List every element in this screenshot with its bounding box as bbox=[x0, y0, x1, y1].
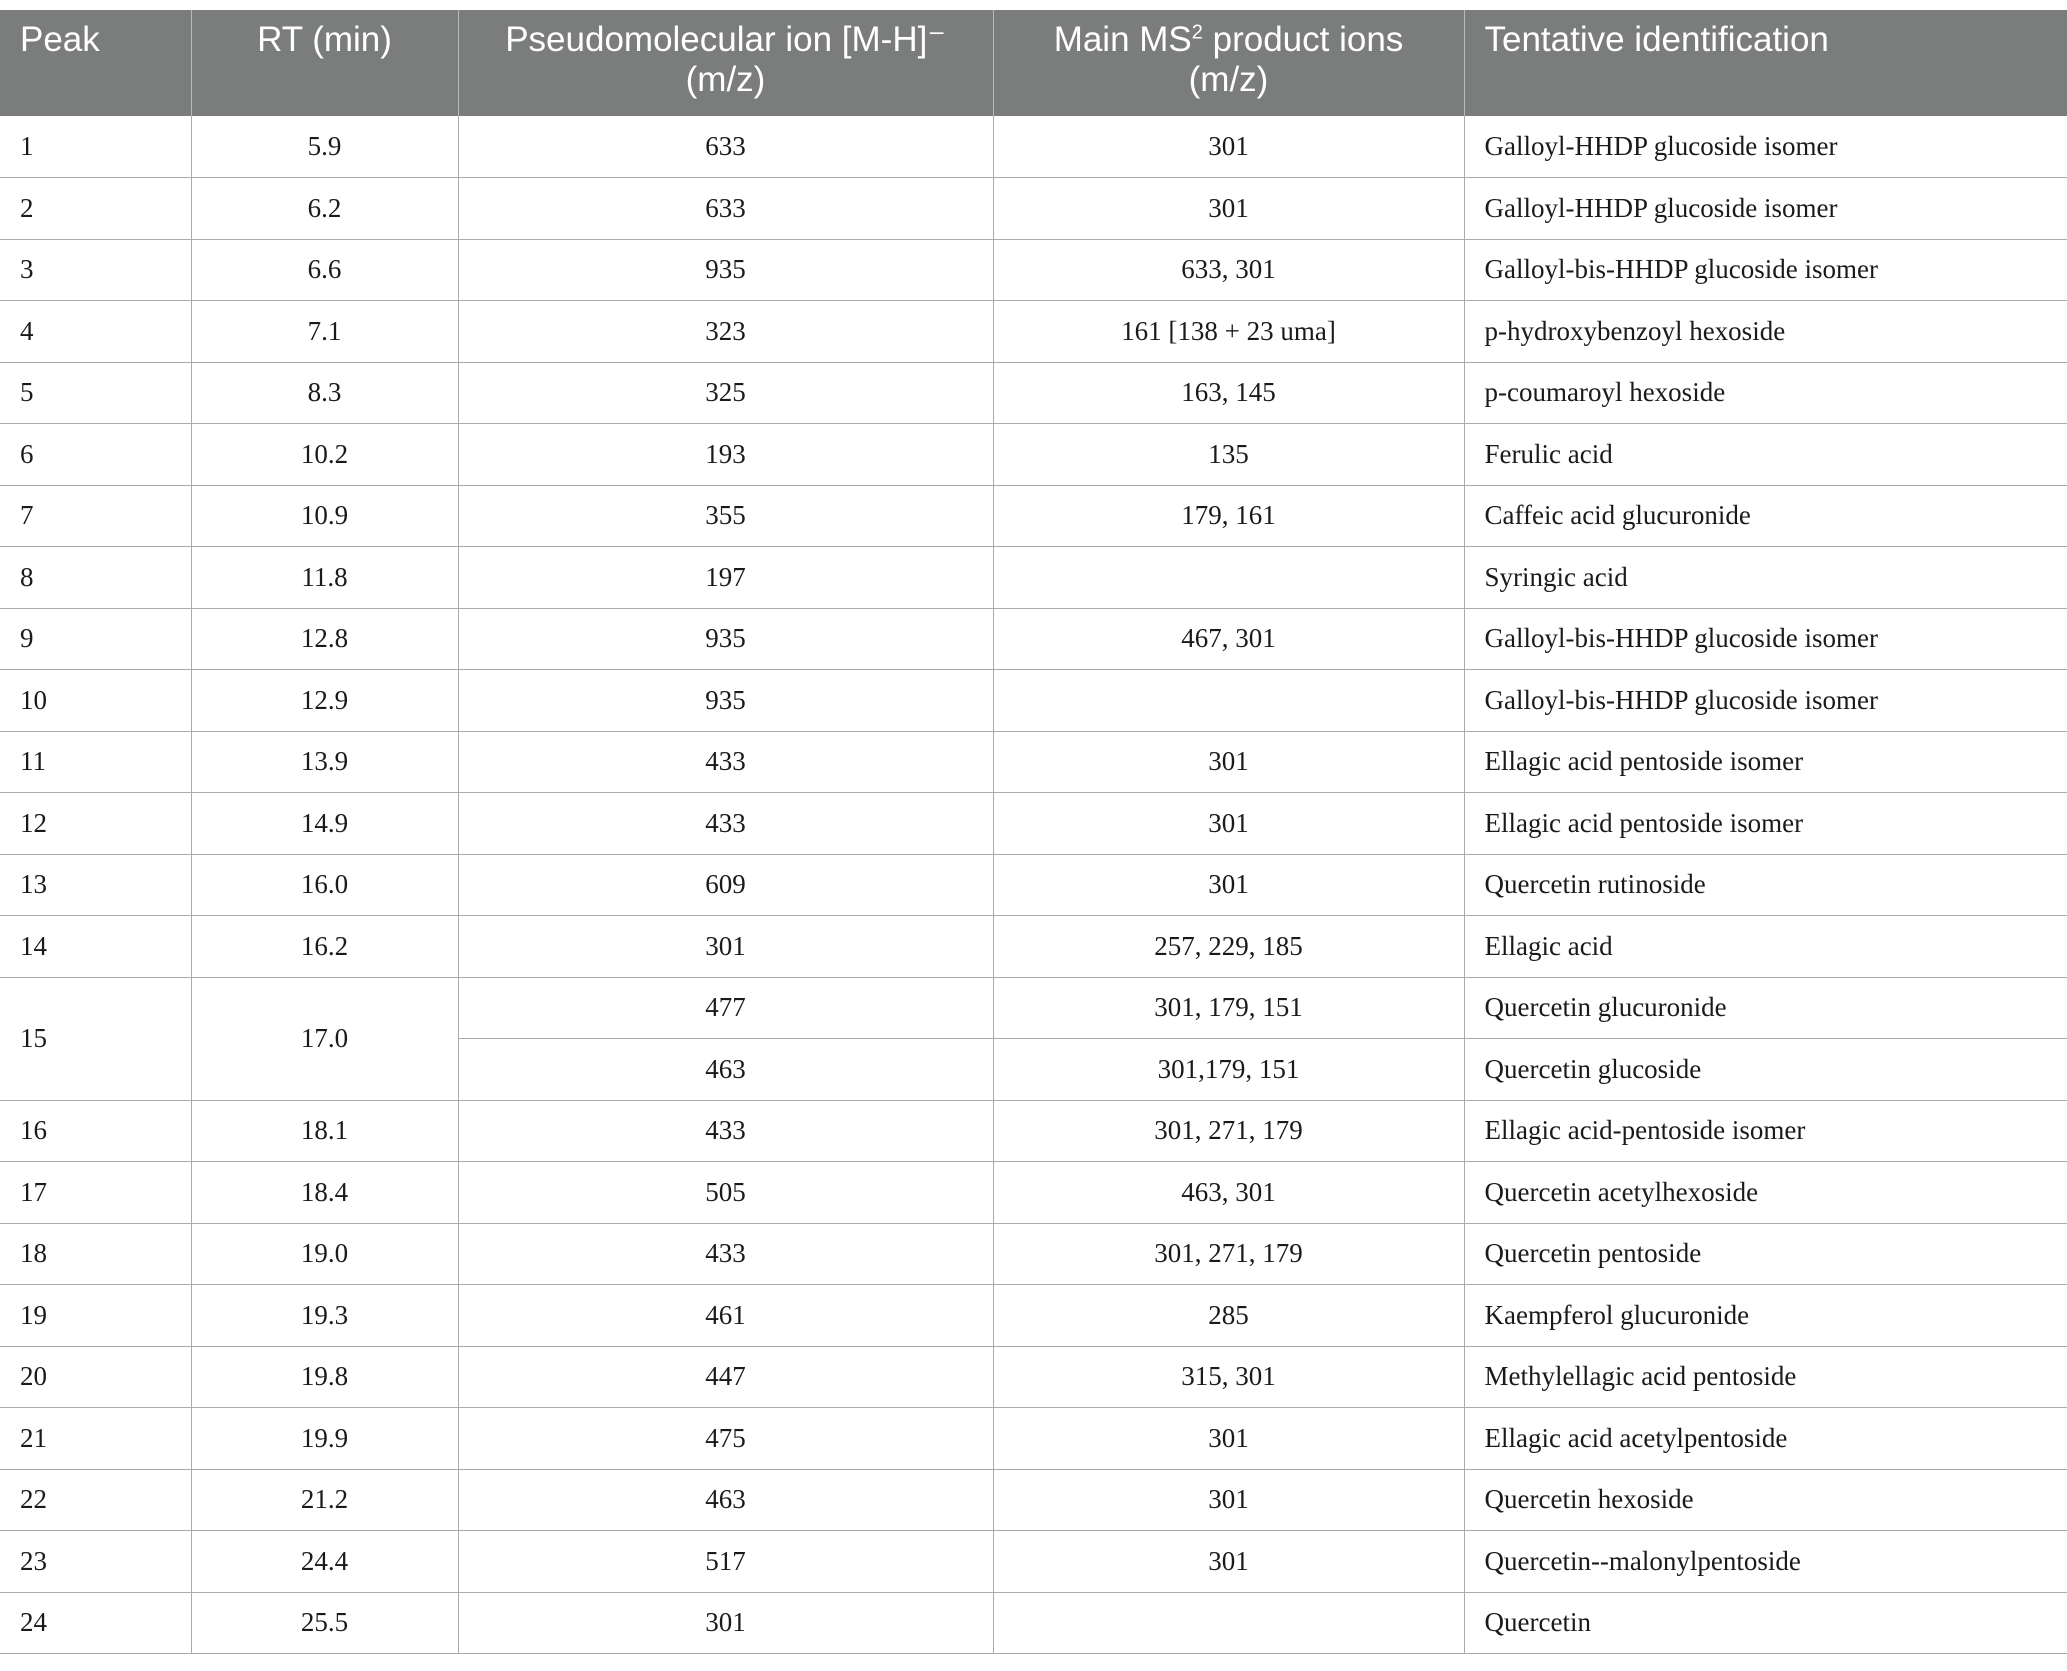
cell-ms2: 301 bbox=[993, 1408, 1464, 1470]
cell-ion: 323 bbox=[458, 301, 993, 363]
cell-identification: Quercetin hexoside bbox=[1464, 1469, 2067, 1531]
cell-rt: 19.0 bbox=[191, 1223, 458, 1285]
cell-ion: 355 bbox=[458, 485, 993, 547]
cell-rt: 6.2 bbox=[191, 178, 458, 240]
cell-ion: 633 bbox=[458, 116, 993, 178]
cell-ion: 463 bbox=[458, 1039, 993, 1101]
cell-ms2 bbox=[993, 547, 1464, 609]
header-ms2-rest: product ions bbox=[1202, 20, 1404, 59]
table-row bbox=[0, 301, 2067, 363]
cell-ms2 bbox=[993, 1592, 1464, 1654]
table-row bbox=[0, 485, 2067, 547]
cell-ion: 935 bbox=[458, 608, 993, 670]
cell-ms2: 301 bbox=[993, 854, 1464, 916]
cell-ms2: 315, 301 bbox=[993, 1346, 1464, 1408]
cell-ms2: 257, 229, 185 bbox=[993, 916, 1464, 978]
table-row bbox=[0, 547, 2067, 609]
header-pseudomolecular-ion bbox=[458, 10, 993, 116]
table-row bbox=[0, 1346, 2067, 1408]
table-row bbox=[0, 1531, 2067, 1593]
cell-ion: 517 bbox=[458, 1531, 993, 1593]
cell-rt: 7.1 bbox=[191, 301, 458, 363]
cell-ion: 935 bbox=[458, 670, 993, 732]
cell-rt: 18.4 bbox=[191, 1162, 458, 1224]
cell-ion: 475 bbox=[458, 1408, 993, 1470]
cell-ion: 197 bbox=[458, 547, 993, 609]
cell-rt: 16.0 bbox=[191, 854, 458, 916]
cell-ms2: 179, 161 bbox=[993, 485, 1464, 547]
cell-rt: 5.9 bbox=[191, 116, 458, 178]
cell-rt: 19.3 bbox=[191, 1285, 458, 1347]
header-row bbox=[0, 10, 2067, 116]
header-pseudo-line1: Pseudomolecular ion [M-H]⁻ bbox=[505, 20, 946, 59]
cell-peak: 13 bbox=[0, 854, 191, 916]
cell-ms2: 301, 271, 179 bbox=[993, 1100, 1464, 1162]
cell-rt: 12.9 bbox=[191, 670, 458, 732]
cell-ion: 463 bbox=[458, 1469, 993, 1531]
cell-identification: Caffeic acid glucuronide bbox=[1464, 485, 2067, 547]
cell-identification: Quercetin acetylhexoside bbox=[1464, 1162, 2067, 1224]
cell-rt: 19.9 bbox=[191, 1408, 458, 1470]
cell-ms2: 301 bbox=[993, 731, 1464, 793]
cell-peak: 22 bbox=[0, 1469, 191, 1531]
cell-ion: 433 bbox=[458, 1223, 993, 1285]
cell-ion: 505 bbox=[458, 1162, 993, 1224]
cell-peak: 3 bbox=[0, 239, 191, 301]
cell-ms2: 301 bbox=[993, 1531, 1464, 1593]
cell-rt: 16.2 bbox=[191, 916, 458, 978]
cell-ms2: 633, 301 bbox=[993, 239, 1464, 301]
cell-ion: 433 bbox=[458, 1100, 993, 1162]
cell-identification: Ellagic acid bbox=[1464, 916, 2067, 978]
cell-rt: 19.8 bbox=[191, 1346, 458, 1408]
cell-ion: 301 bbox=[458, 1592, 993, 1654]
cell-ms2: 163, 145 bbox=[993, 362, 1464, 424]
cell-ms2: 301 bbox=[993, 116, 1464, 178]
table-row bbox=[0, 1100, 2067, 1162]
cell-peak: 14 bbox=[0, 916, 191, 978]
cell-rt: 6.6 bbox=[191, 239, 458, 301]
cell-ion: 609 bbox=[458, 854, 993, 916]
cell-ms2: 161 [138 + 23 uma] bbox=[993, 301, 1464, 363]
table-row bbox=[0, 116, 2067, 178]
header-ms2-line2: (m/z) bbox=[1188, 60, 1269, 99]
cell-rt: 12.8 bbox=[191, 608, 458, 670]
cell-ion: 301 bbox=[458, 916, 993, 978]
cell-rt: 17.0 bbox=[191, 977, 458, 1100]
cell-ion: 633 bbox=[458, 178, 993, 240]
table-row bbox=[0, 178, 2067, 240]
cell-identification: Quercetin glucuronide bbox=[1464, 977, 2067, 1039]
cell-peak: 9 bbox=[0, 608, 191, 670]
cell-identification: Ellagic acid pentoside isomer bbox=[1464, 793, 2067, 855]
cell-peak: 18 bbox=[0, 1223, 191, 1285]
cell-peak: 12 bbox=[0, 793, 191, 855]
cell-ion: 433 bbox=[458, 793, 993, 855]
cell-identification: Ellagic acid-pentoside isomer bbox=[1464, 1100, 2067, 1162]
cell-peak: 17 bbox=[0, 1162, 191, 1224]
cell-peak: 19 bbox=[0, 1285, 191, 1347]
peak-identification-table bbox=[0, 10, 2067, 1654]
cell-identification: Syringic acid bbox=[1464, 547, 2067, 609]
table-row bbox=[0, 362, 2067, 424]
header-ms2-main: Main MS bbox=[1053, 20, 1192, 59]
cell-peak: 6 bbox=[0, 424, 191, 486]
cell-ms2: 467, 301 bbox=[993, 608, 1464, 670]
cell-peak: 21 bbox=[0, 1408, 191, 1470]
cell-identification: Galloyl-bis-HHDP glucoside isomer bbox=[1464, 670, 2067, 732]
header-ms2-superscript: 2 bbox=[1191, 21, 1203, 44]
table-body bbox=[0, 116, 2067, 1654]
cell-ms2: 301 bbox=[993, 1469, 1464, 1531]
table-row bbox=[0, 854, 2067, 916]
cell-peak: 5 bbox=[0, 362, 191, 424]
cell-peak: 20 bbox=[0, 1346, 191, 1408]
cell-identification: Methylellagic acid pentoside bbox=[1464, 1346, 2067, 1408]
cell-ms2: 301, 179, 151 bbox=[993, 977, 1464, 1039]
table-row bbox=[0, 731, 2067, 793]
table-row bbox=[0, 608, 2067, 670]
cell-identification: Ferulic acid bbox=[1464, 424, 2067, 486]
cell-ion: 447 bbox=[458, 1346, 993, 1408]
cell-peak: 10 bbox=[0, 670, 191, 732]
cell-peak: 2 bbox=[0, 178, 191, 240]
cell-rt: 14.9 bbox=[191, 793, 458, 855]
cell-ion: 477 bbox=[458, 977, 993, 1039]
table-row bbox=[0, 977, 2067, 1039]
cell-ion: 461 bbox=[458, 1285, 993, 1347]
table-row bbox=[0, 424, 2067, 486]
cell-peak: 7 bbox=[0, 485, 191, 547]
cell-identification: Ellagic acid acetylpentoside bbox=[1464, 1408, 2067, 1470]
table-row bbox=[0, 1408, 2067, 1470]
cell-rt: 18.1 bbox=[191, 1100, 458, 1162]
cell-ms2: 463, 301 bbox=[993, 1162, 1464, 1224]
cell-identification: Quercetin glucoside bbox=[1464, 1039, 2067, 1101]
cell-rt: 8.3 bbox=[191, 362, 458, 424]
cell-rt: 25.5 bbox=[191, 1592, 458, 1654]
table-row bbox=[0, 239, 2067, 301]
cell-peak: 11 bbox=[0, 731, 191, 793]
cell-peak: 23 bbox=[0, 1531, 191, 1593]
table-row bbox=[0, 916, 2067, 978]
table-row bbox=[0, 1469, 2067, 1531]
table-row bbox=[0, 1223, 2067, 1285]
cell-ms2: 301,179, 151 bbox=[993, 1039, 1464, 1101]
table-row bbox=[0, 1592, 2067, 1654]
cell-peak: 16 bbox=[0, 1100, 191, 1162]
cell-identification: Quercetin bbox=[1464, 1592, 2067, 1654]
cell-rt: 21.2 bbox=[191, 1469, 458, 1531]
cell-identification: Galloyl-HHDP glucoside isomer bbox=[1464, 116, 2067, 178]
cell-ms2: 285 bbox=[993, 1285, 1464, 1347]
cell-identification: p-coumaroyl hexoside bbox=[1464, 362, 2067, 424]
cell-identification: Quercetin--malonylpentoside bbox=[1464, 1531, 2067, 1593]
cell-peak: 1 bbox=[0, 116, 191, 178]
cell-ms2: 301 bbox=[993, 178, 1464, 240]
cell-identification: Galloyl-HHDP glucoside isomer bbox=[1464, 178, 2067, 240]
cell-identification: p-hydroxybenzoyl hexoside bbox=[1464, 301, 2067, 363]
cell-rt: 10.9 bbox=[191, 485, 458, 547]
cell-rt: 10.2 bbox=[191, 424, 458, 486]
cell-peak: 15 bbox=[0, 977, 191, 1100]
cell-ion: 325 bbox=[458, 362, 993, 424]
cell-identification: Kaempferol glucuronide bbox=[1464, 1285, 2067, 1347]
cell-ms2: 301, 271, 179 bbox=[993, 1223, 1464, 1285]
cell-ms2 bbox=[993, 670, 1464, 732]
cell-ms2: 301 bbox=[993, 793, 1464, 855]
cell-identification: Ellagic acid pentoside isomer bbox=[1464, 731, 2067, 793]
cell-ms2: 135 bbox=[993, 424, 1464, 486]
header-ms2-product-ions bbox=[993, 10, 1464, 116]
cell-peak: 24 bbox=[0, 1592, 191, 1654]
table-row bbox=[0, 670, 2067, 732]
cell-identification: Galloyl-bis-HHDP glucoside isomer bbox=[1464, 239, 2067, 301]
cell-rt: 11.8 bbox=[191, 547, 458, 609]
cell-identification: Quercetin pentoside bbox=[1464, 1223, 2067, 1285]
table-header bbox=[0, 10, 2067, 116]
cell-identification: Galloyl-bis-HHDP glucoside isomer bbox=[1464, 608, 2067, 670]
table-row bbox=[0, 1285, 2067, 1347]
cell-peak: 4 bbox=[0, 301, 191, 363]
table-row bbox=[0, 793, 2067, 855]
cell-ion: 433 bbox=[458, 731, 993, 793]
header-peak: Peak bbox=[0, 10, 191, 116]
cell-rt: 24.4 bbox=[191, 1531, 458, 1593]
cell-rt: 13.9 bbox=[191, 731, 458, 793]
cell-peak: 8 bbox=[0, 547, 191, 609]
table-row bbox=[0, 1162, 2067, 1224]
header-pseudo-line2: (m/z) bbox=[685, 60, 766, 99]
header-tentative-identification: Tentative identification bbox=[1464, 10, 2067, 116]
cell-ion: 193 bbox=[458, 424, 993, 486]
cell-ion: 935 bbox=[458, 239, 993, 301]
header-rt: RT (min) bbox=[191, 10, 458, 116]
cell-identification: Quercetin rutinoside bbox=[1464, 854, 2067, 916]
